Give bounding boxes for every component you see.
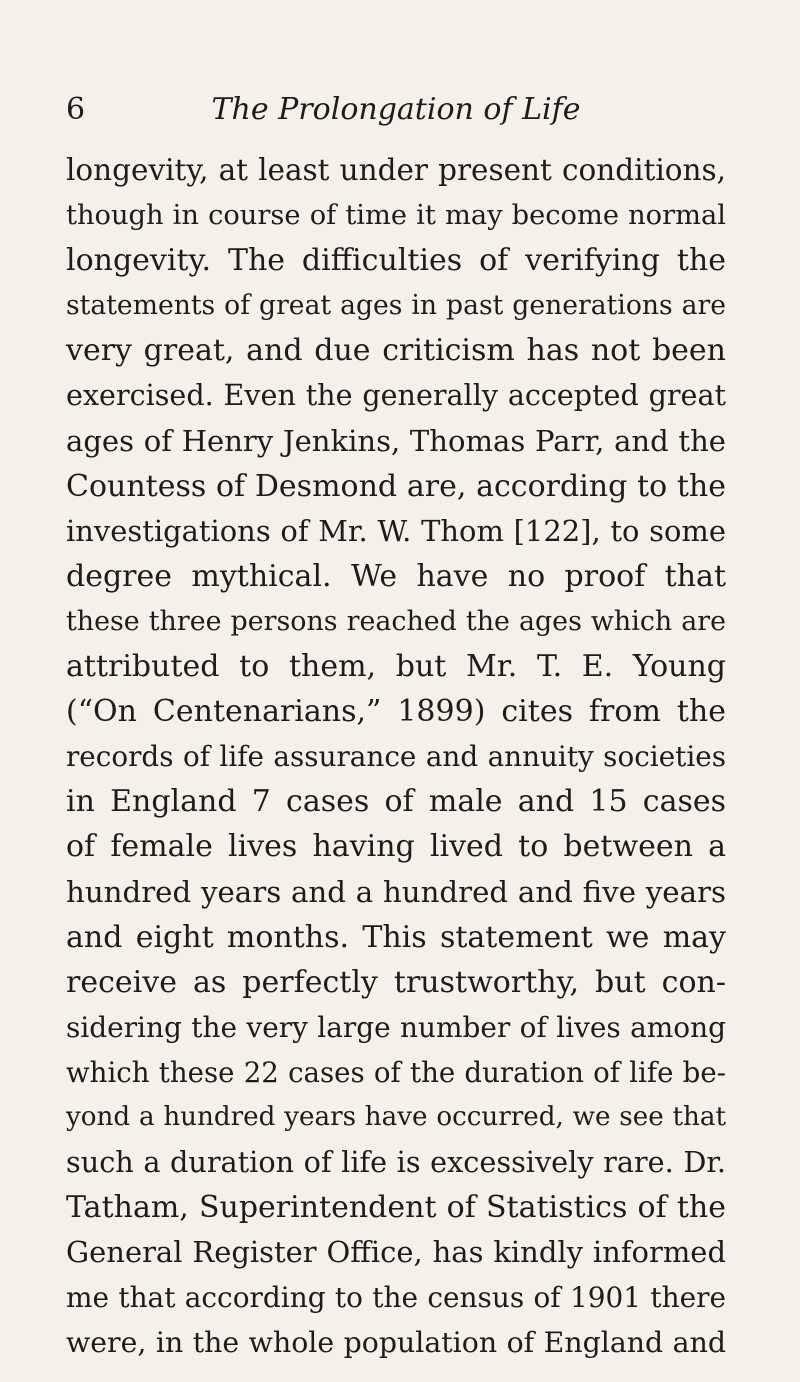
text-line: such a duration of life is excessively rare. Dr. (66, 1145, 726, 1180)
text-line: Tatham, Superintendent of Statistics of the (66, 1190, 726, 1226)
text-line: receive as perfectly trustworthy, but con- (66, 964, 726, 1000)
page-number: 6 (66, 92, 86, 127)
text-line: me that according to the census of 1901 there (66, 1281, 726, 1315)
text-line: which these 22 cases of the duration of life be- (66, 1055, 726, 1089)
text-line: were, in the whole population of England and (66, 1326, 726, 1360)
text-line: investigations of Mr. W. Thom [122], to some (66, 513, 726, 548)
text-line: hundred years and a hundred and five years (66, 874, 726, 909)
text-line: exercised. Even the generally accepted great (66, 378, 726, 413)
text-line: records of life assurance and annuity societies (66, 740, 726, 774)
text-line: attributed to them, but Mr. T. E. Young (66, 649, 726, 685)
text-line: statements of great ages in past generations are (66, 290, 726, 322)
text-line: sidering the very large number of lives among (66, 1010, 726, 1044)
text-line: Countess of Desmond are, according to the (66, 468, 726, 504)
text-line: ages of Henry Jenkins, Thomas Parr, and the (66, 423, 726, 458)
text-line: degree mythical. We have no proof that (66, 558, 726, 594)
text-line: though in course of time it may become normal (66, 200, 726, 232)
text-line: very great, and due criticism has not been (66, 333, 726, 369)
text-line: of female lives having lived to between a (66, 829, 726, 865)
text-line: and eight months. This statement we may (66, 919, 726, 955)
text-line: these three persons reached the ages which are (66, 605, 726, 637)
text-line: yond a hundred years have occurred, we see that (66, 1101, 726, 1132)
page-header (66, 90, 726, 130)
text-line: longevity, at least under present conditions, (66, 153, 726, 187)
body-text (66, 148, 726, 1366)
text-line: longevity. The difficulties of verifying the (66, 243, 726, 279)
text-line: in England 7 cases of male and 15 cases (66, 784, 726, 820)
text-line: (“On Centenarians,” 1899) cites from the (66, 694, 726, 730)
running-title: The Prolongation of Life (211, 92, 581, 127)
text-line: General Register Office, has kindly informed (66, 1235, 726, 1270)
